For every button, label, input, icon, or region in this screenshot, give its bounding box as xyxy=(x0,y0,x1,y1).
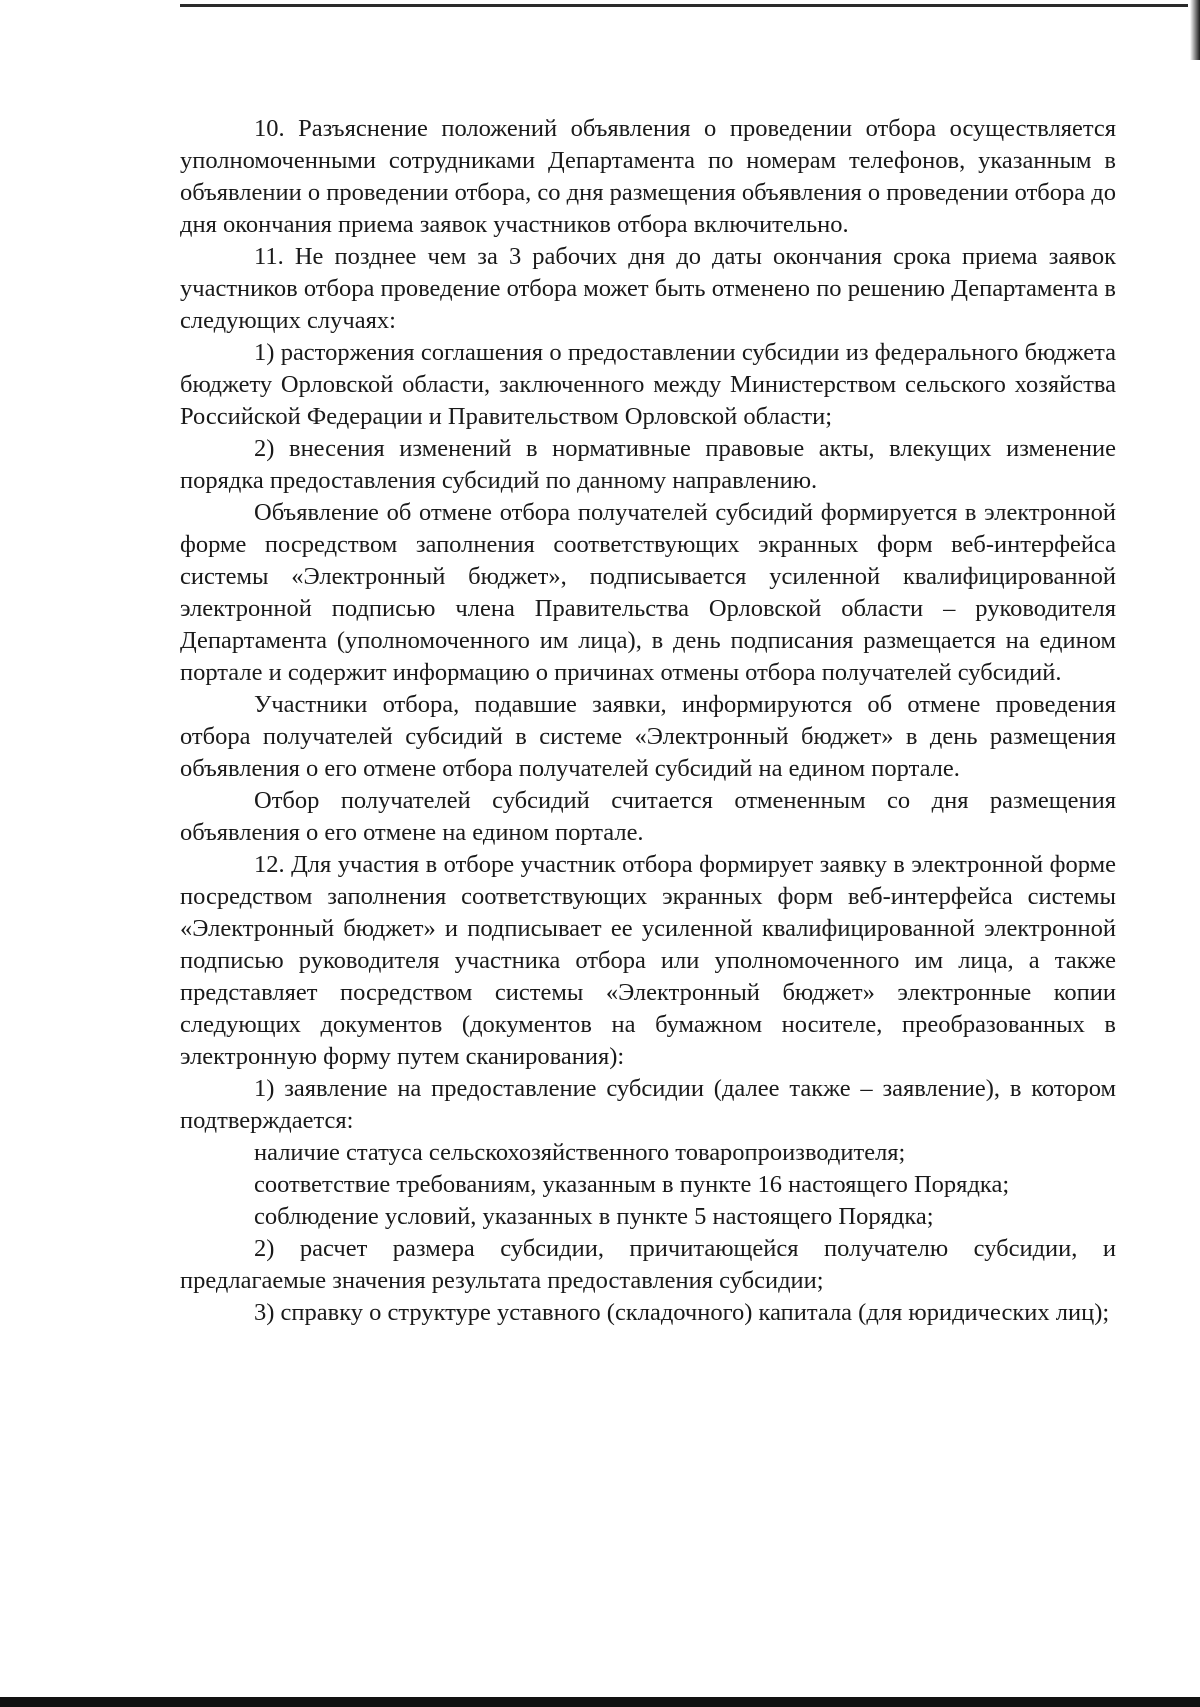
paragraph-12-item-2: 2) расчет размера субсидии, причитающейся получателю субсидии, и предлагаемые значения результата предоставления субсидии; xyxy=(180,1235,1116,1294)
paragraph-participants-informed: Участники отбора, подавшие заявки, информируются об отмене проведения отбора получателей субсидий в системе «Электронный бюджет» в день размещения объявления о его отмене отбора получателей субсидий на едином портале. xyxy=(180,691,1116,782)
scan-border-right xyxy=(1190,0,1200,60)
paragraph-11-item-1: 1) расторжения соглашения о предоставлении субсидии из федерального бюджета бюджету Орловской области, заключенного между Министерством сельского хозяйства Российской Федерации и Правительством Орловской области; xyxy=(180,339,1116,430)
paragraph-12-item-1-status: наличие статуса сельскохозяйственного товаропроизводителя; xyxy=(254,1139,906,1166)
paragraph-11-item-2: 2) внесения изменений в нормативные правовые акты, влекущих изменение порядка предоставления субсидий по данному направлению. xyxy=(180,435,1116,494)
paragraph-12-item-1: 1) заявление на предоставление субсидии (далее также – заявление), в котором подтверждается: xyxy=(180,1075,1116,1134)
paragraph-12: 12. Для участия в отборе участник отбора формирует заявку в электронной форме посредством заполнения соответствующих экранных форм веб-интерфейса системы «Электронный бюджет» и подписывает ее усиленной квалифицированной электронной подписью руководителя участника отбора или уполномоченного им лица, а также представляет посредством системы «Электронный бюджет» электронные копии следующих документов (документов на бумажном носителе, преобразованных в электронную форму путем сканирования): xyxy=(180,851,1116,1070)
paragraph-12-item-3: 3) справку о структуре уставного (складочного) капитала (для юридических лиц); xyxy=(254,1299,1110,1326)
paragraph-cancel-effective: Отбор получателей субсидий считается отмененным со дня размещения объявления о его отмене на едином портале. xyxy=(180,787,1116,846)
scan-border-top xyxy=(180,4,1188,7)
paragraph-12-item-1-conditions: соблюдение условий, указанных в пункте 5 настоящего Порядка; xyxy=(254,1203,934,1230)
paragraph-cancel-announcement: Объявление об отмене отбора получателей субсидий формируется в электронной форме посредством заполнения соответствующих экранных форм веб-интерфейса системы «Электронный бюджет», подписывается усиленной квалифицированной электронной подписью члена Правительства Орловской области – руководителя Департамента (уполномоченного им лица), в день подписания размещается на едином портале и содержит информацию о причинах отмены отбора получателей субсидий. xyxy=(180,499,1116,686)
document-body xyxy=(180,113,1116,1329)
paragraph-10: 10. Разъяснение положений объявления о проведении отбора осуществляется уполномоченными сотрудниками Департамента по номерам телефонов, указанным в объявлении о проведении отбора, со дня размещения объявления о проведении отбора до дня окончания приема заявок участников отбора включительно. xyxy=(180,115,1116,238)
paragraph-11: 11. Не позднее чем за 3 рабочих дня до даты окончания срока приема заявок участников отбора проведение отбора может быть отменено по решению Департамента в следующих случаях: xyxy=(180,243,1116,334)
paragraph-12-item-1-requirements: соответствие требованиям, указанным в пункте 16 настоящего Порядка; xyxy=(254,1171,1010,1198)
scan-border-bottom xyxy=(0,1697,1200,1707)
